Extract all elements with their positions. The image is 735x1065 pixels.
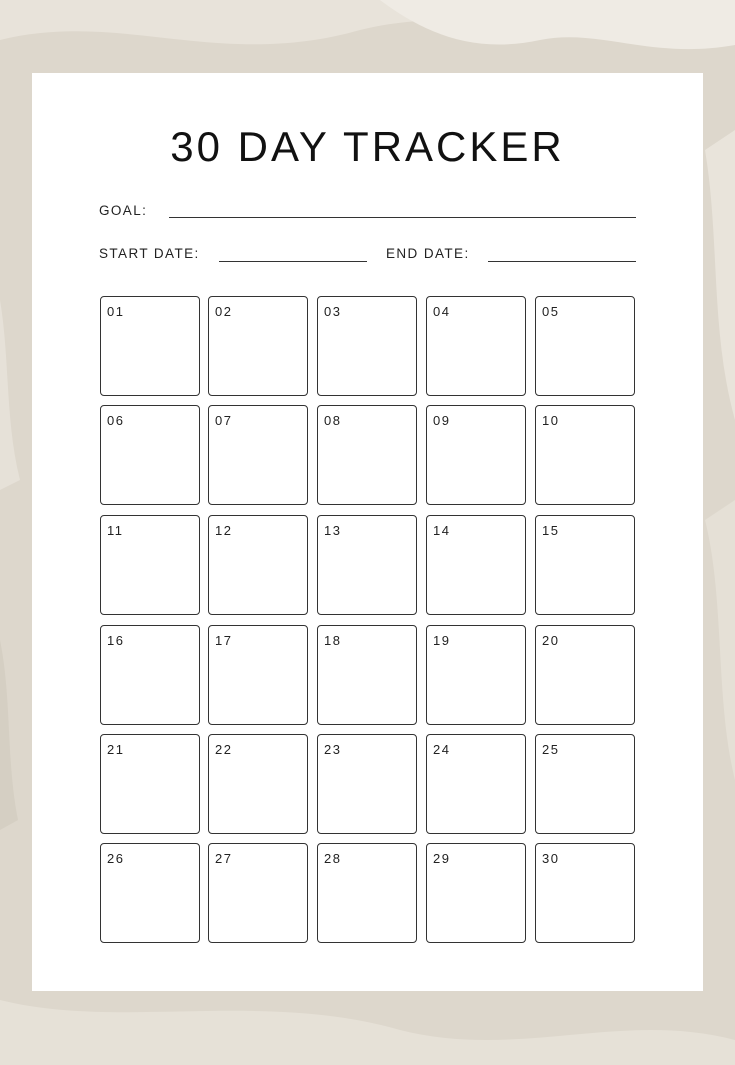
page-title: 30 DAY TRACKER bbox=[170, 123, 565, 170]
start-date-label: START DATE: bbox=[99, 246, 200, 261]
day-box bbox=[100, 734, 200, 834]
day-box bbox=[100, 515, 200, 615]
day-box bbox=[426, 843, 526, 943]
day-box bbox=[426, 296, 526, 396]
day-box bbox=[535, 734, 635, 834]
day-box bbox=[100, 296, 200, 396]
day-number: 14 bbox=[433, 523, 451, 538]
day-box bbox=[317, 734, 417, 834]
day-box bbox=[426, 515, 526, 615]
day-number: 30 bbox=[542, 851, 560, 866]
day-number: 27 bbox=[215, 851, 233, 866]
day-box bbox=[317, 843, 417, 943]
day-number: 24 bbox=[433, 742, 451, 757]
day-number: 08 bbox=[324, 413, 342, 428]
end-date-label: END DATE: bbox=[386, 246, 470, 261]
day-box bbox=[208, 625, 308, 725]
day-box bbox=[208, 515, 308, 615]
day-number: 23 bbox=[324, 742, 342, 757]
day-number: 07 bbox=[215, 413, 233, 428]
day-box bbox=[317, 625, 417, 725]
day-box bbox=[426, 405, 526, 505]
day-box bbox=[317, 405, 417, 505]
day-number: 04 bbox=[433, 304, 451, 319]
day-number: 15 bbox=[542, 523, 560, 538]
day-number: 19 bbox=[433, 633, 451, 648]
day-number: 03 bbox=[324, 304, 342, 319]
goal-line bbox=[169, 217, 636, 218]
day-box bbox=[426, 734, 526, 834]
day-box bbox=[535, 625, 635, 725]
day-box bbox=[317, 296, 417, 396]
day-number: 10 bbox=[542, 413, 560, 428]
day-number: 13 bbox=[324, 523, 342, 538]
day-number: 11 bbox=[107, 523, 124, 538]
day-number: 21 bbox=[107, 742, 125, 757]
day-number: 25 bbox=[542, 742, 560, 757]
day-number: 17 bbox=[215, 633, 233, 648]
day-box bbox=[208, 405, 308, 505]
day-number: 26 bbox=[107, 851, 125, 866]
day-box bbox=[208, 843, 308, 943]
day-box bbox=[208, 734, 308, 834]
day-box bbox=[535, 515, 635, 615]
day-number: 09 bbox=[433, 413, 451, 428]
day-box bbox=[100, 843, 200, 943]
day-number: 28 bbox=[324, 851, 342, 866]
day-box bbox=[317, 515, 417, 615]
day-number: 18 bbox=[324, 633, 342, 648]
day-box bbox=[100, 625, 200, 725]
day-number: 29 bbox=[433, 851, 451, 866]
day-number: 16 bbox=[107, 633, 125, 648]
day-box bbox=[535, 405, 635, 505]
start-date-line bbox=[219, 261, 367, 262]
day-box bbox=[208, 296, 308, 396]
day-box bbox=[100, 405, 200, 505]
goal-label: GOAL: bbox=[99, 203, 148, 218]
day-number: 06 bbox=[107, 413, 125, 428]
day-box bbox=[535, 296, 635, 396]
day-box bbox=[535, 843, 635, 943]
day-number: 20 bbox=[542, 633, 560, 648]
day-number: 12 bbox=[215, 523, 233, 538]
day-number: 22 bbox=[215, 742, 233, 757]
day-number: 01 bbox=[107, 304, 125, 319]
day-box bbox=[426, 625, 526, 725]
end-date-line bbox=[488, 261, 636, 262]
day-number: 05 bbox=[542, 304, 560, 319]
day-number: 02 bbox=[215, 304, 233, 319]
